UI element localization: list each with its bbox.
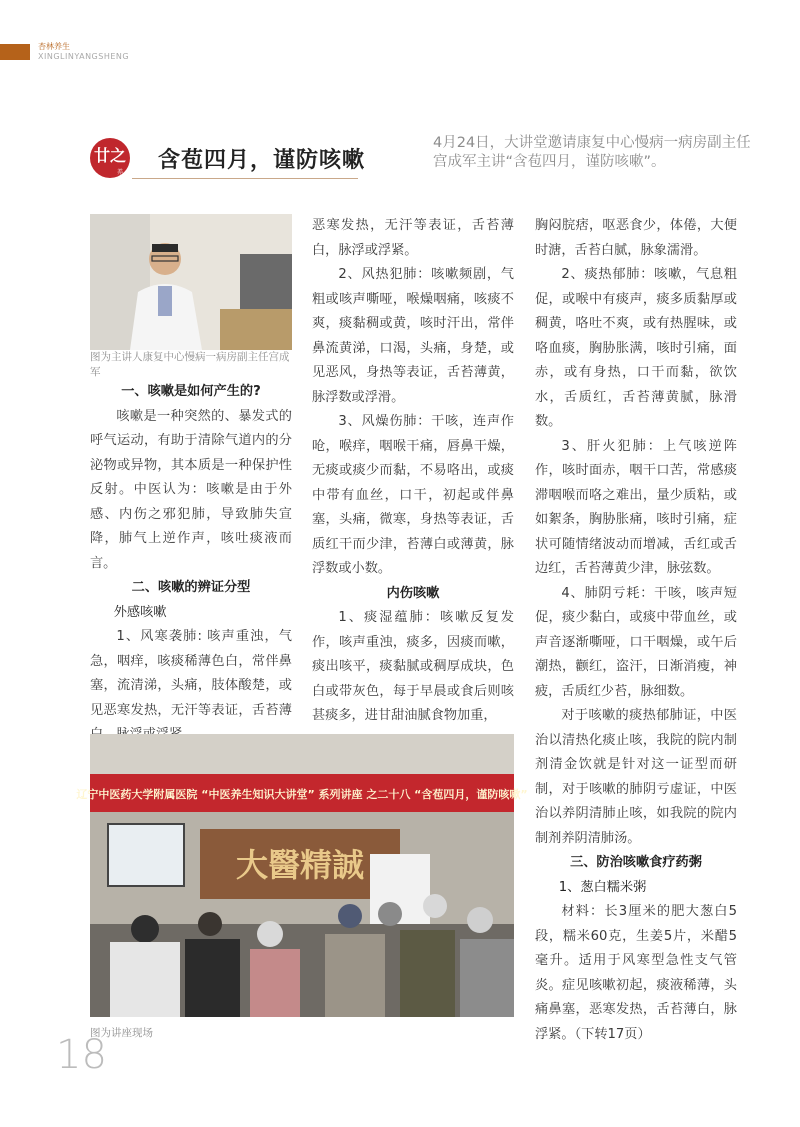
paragraph-congee-recipe: 材料：长3厘米的肥大葱白5段，糯米60克，生姜5片，米醋5毫升。适用于风寒型急性支气管炎。症见咳嗽初起，痰液稀薄，头痛鼻塞，恶寒发热，舌苔薄白，脉浮紧。（下转17页）	[535, 904, 737, 1042]
column-1	[90, 214, 292, 723]
heading-internal-cough: 内伤咳嗽	[386, 585, 440, 601]
paragraph-phlegm-damp-cont: 胸闷脘痞，呕恶食少，体倦，大便时溏，舌苔白腻，脉象濡滑。	[535, 218, 737, 258]
paragraph-phlegm-heat: 2、痰热郁肺：咳嗽，气息粗促，或喉中有痰声，痰多质黏厚或稠黄，咯吐不爽，或有热腥味，或咯血痰，胸胁胀满，咳时引痛，面赤，或有身热，口干而黏，欲饮水，舌质红，舌苔薄黄腻，脉滑数。	[535, 267, 737, 429]
paragraph-lung-yin: 4、肺阴亏耗：干咳，咳声短促，痰少黏白，或痰中带血丝，或声音逐渐嘶哑，口干咽燥，或午后潮热，颧红，盗汗，日渐消瘦，神疲，舌质红少苔，脉细数。	[535, 585, 737, 699]
wall-calligraphy: 大醫精誠	[235, 846, 365, 884]
heading-3: 三、防治咳嗽食疗药粥	[570, 855, 702, 870]
paragraph-wind-dry: 3、风燥伤肺：干咳，连声作呛，喉痒，咽喉干痛，唇鼻干燥，无痰或痰少而黏，不易咯出，或痰中带有血丝，口干，初起或伴鼻塞，头痛，微寒，身热等表证，舌质红干而少津，苔薄白或薄黄，脉浮数或小数。	[312, 414, 514, 576]
brand-en: XINGLINYANGSHENG	[38, 52, 130, 61]
lecture-photo	[76, 734, 528, 1017]
paragraph-wind-cold-cont: 恶寒发热，无汗等表证，舌苔薄白，脉浮或浮紧。	[312, 218, 514, 258]
paragraph-liver-fire: 3、肝火犯肺：上气咳逆阵作，咳时面赤，咽干口苦，常感痰滞咽喉而咯之难出，量少质粘，或如絮条，胸胁胀痛，咳时引痛，症状可随情绪波动而增减，舌红或舌边红，舌苔薄黄少津，脉弦数。	[535, 438, 737, 576]
page-number: 18	[56, 1032, 107, 1078]
lecture-photo-caption: 图为讲座现场	[90, 1027, 153, 1039]
paragraph-hospital-formula: 对于咳嗽的痰热郁肺证，中医治以清热化痰止咳，我院的院内制剂清金饮就是针对这一证型而研制，对于咳嗽的肺阴亏虚证，中医治以养阴清肺止咳，如我院的院内制剂养阴清肺汤。	[535, 708, 737, 846]
paragraph-wind-cold: 1、风寒袭肺: 咳声重浊，气急，咽痒，咳痰稀薄色白，常伴鼻塞，流清涕，头痛，肢体酸楚，或见恶寒发热，无汗等表证，舌苔薄	[90, 629, 292, 718]
paragraph-phlegm-damp: 1、痰湿蕴肺：咳嗽反复发作，咳声重浊，痰多，因痰而嗽，痰出咳平，痰黏腻或稠厚成块，色白或带灰色，每于早晨或食后则咳甚痰多，进甘甜油腻食物加重，	[312, 610, 514, 723]
section-color-block	[0, 44, 30, 60]
article-title: 含苞四月，谨防咳嗽	[158, 147, 366, 173]
subheading-external-cough: 外感咳嗽	[113, 604, 167, 620]
paragraph-wind-heat: 2、风热犯肺：咳嗽频剧，气粗或咳声嘶哑，喉燥咽痛，咳痰不爽，痰黏稠或黄，咳时汗出，常伴鼻流黄涕，口渴，头痛，身楚，或见恶风，身热等表证，舌苔薄黄，脉浮数或浮滑。	[312, 267, 514, 405]
column-2	[312, 214, 514, 729]
lecture-banner-text: 辽宁中医药大学附属医院 “中医养生知识大讲堂” 系列讲座 之二十八 “含苞四月，谨防咳嗽”	[76, 788, 528, 801]
paragraph-origin: 咳嗽是一种突然的、暴发式的呼气运动，有助于清除气道内的分泌物或异物，其本质是一种保护性反射。中医认为：咳嗽是由于外感、内伤之邪犯肺，导致肺失宣降，肺气上逆作声，咳吐痰液而言。	[90, 408, 292, 571]
speaker-photo-caption: 图为主讲人康复中心慢病一病房副主任宫成军	[90, 351, 290, 378]
speaker-photo	[90, 214, 292, 350]
logo-sub: 养	[116, 169, 124, 176]
heading-1: 一、咳嗽是如何产生的?	[121, 384, 261, 399]
column-3	[535, 214, 737, 1047]
logo-text: 廿之	[93, 146, 127, 165]
magazine-section-label	[38, 42, 129, 62]
heading-2: 二、咳嗽的辨证分型	[131, 580, 251, 595]
brand-cn: 杏林养生	[38, 42, 70, 51]
title-underline	[132, 178, 358, 179]
article-intro: 4月24日，大讲堂邀请康复中心慢病一病房副主任宫成军主讲“含苞四月，谨防咳嗽”。	[433, 135, 751, 170]
column-logo	[88, 136, 132, 180]
subheading-congee: 1、葱白糯米粥	[558, 879, 647, 895]
